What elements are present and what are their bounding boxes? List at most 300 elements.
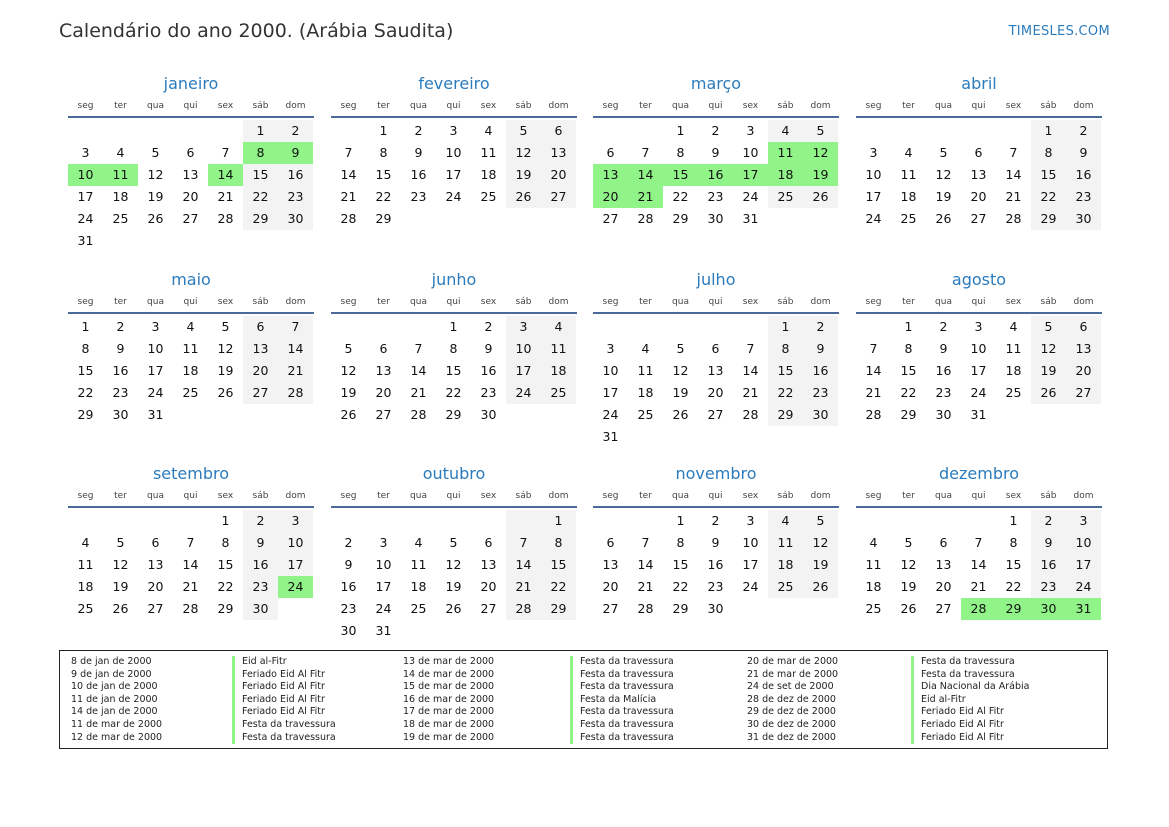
day-cell[interactable]: 17 [865,189,882,204]
day-cell[interactable]: 27 [935,601,952,616]
day-cell[interactable]: 29 [445,407,462,422]
day-cell[interactable]: 26 [1031,382,1066,404]
day-cell[interactable]: 20 [375,385,392,400]
day-cell[interactable]: 27 [182,211,199,226]
day-cell[interactable]: 20 [147,579,164,594]
day-cell[interactable]: 16 [707,557,724,572]
day-cell[interactable]: 11 [1005,341,1022,356]
day-cell[interactable]: 10 [375,557,392,572]
day-cell[interactable]: 23 [340,601,357,616]
day-cell[interactable]: 16 [1031,554,1066,576]
day-cell[interactable]: 1 [81,319,90,334]
day-cell[interactable]: 26 [935,211,952,226]
day-cell[interactable]: 9 [939,341,948,356]
day-cell[interactable]: 4 [1009,319,1018,334]
day-cell[interactable]: 28 [742,407,759,422]
day-cell[interactable]: 19 [672,385,689,400]
day-cell[interactable]: 2 [414,123,423,138]
day-cell[interactable]: 25 [768,186,803,208]
day-cell[interactable]: 21 [970,579,987,594]
day-cell[interactable]: 5 [803,510,838,532]
day-cell[interactable]: 31 [742,211,759,226]
day-cell[interactable]: 6 [484,535,493,550]
day-cell[interactable]: 8 [541,532,576,554]
holiday-day-cell[interactable]: 17 [733,164,768,186]
day-cell[interactable]: 22 [243,186,278,208]
day-cell[interactable]: 8 [676,535,685,550]
day-cell[interactable]: 18 [865,579,882,594]
day-cell[interactable]: 8 [379,145,388,160]
holiday-day-cell[interactable]: 21 [628,186,663,208]
day-cell[interactable]: 19 [147,189,164,204]
day-cell[interactable]: 21 [506,576,541,598]
day-cell[interactable]: 23 [935,385,952,400]
day-cell[interactable]: 3 [81,145,90,160]
day-cell[interactable]: 25 [1005,385,1022,400]
day-cell[interactable]: 5 [1031,316,1066,338]
day-cell[interactable]: 13 [182,167,199,182]
day-cell[interactable]: 12 [803,532,838,554]
day-cell[interactable]: 6 [243,316,278,338]
day-cell[interactable]: 5 [221,319,230,334]
day-cell[interactable]: 25 [112,211,129,226]
day-cell[interactable]: 22 [1005,579,1022,594]
day-cell[interactable]: 13 [147,557,164,572]
day-cell[interactable]: 6 [541,120,576,142]
day-cell[interactable]: 23 [707,189,724,204]
day-cell[interactable]: 17 [77,189,94,204]
day-cell[interactable]: 9 [116,341,125,356]
day-cell[interactable]: 10 [970,341,987,356]
day-cell[interactable]: 1 [243,120,278,142]
day-cell[interactable]: 6 [606,535,615,550]
day-cell[interactable]: 21 [637,579,654,594]
day-cell[interactable]: 11 [541,338,576,360]
day-cell[interactable]: 8 [1009,535,1018,550]
day-cell[interactable]: 16 [480,363,497,378]
holiday-day-cell[interactable]: 10 [68,164,103,186]
day-cell[interactable]: 3 [151,319,160,334]
day-cell[interactable]: 30 [707,211,724,226]
day-cell[interactable]: 21 [410,385,427,400]
day-cell[interactable]: 12 [147,167,164,182]
day-cell[interactable]: 25 [768,576,803,598]
day-cell[interactable]: 21 [742,385,759,400]
day-cell[interactable]: 26 [803,576,838,598]
day-cell[interactable]: 27 [707,407,724,422]
day-cell[interactable]: 7 [869,341,878,356]
day-cell[interactable]: 2 [711,513,720,528]
day-cell[interactable]: 25 [541,382,576,404]
day-cell[interactable]: 29 [243,208,278,230]
day-cell[interactable]: 17 [602,385,619,400]
day-cell[interactable]: 15 [217,557,234,572]
day-cell[interactable]: 18 [112,189,129,204]
day-cell[interactable]: 30 [243,598,278,620]
holiday-day-cell[interactable]: 11 [768,142,803,164]
day-cell[interactable]: 26 [217,385,234,400]
day-cell[interactable]: 30 [803,404,838,426]
day-cell[interactable]: 14 [506,554,541,576]
day-cell[interactable]: 19 [112,579,129,594]
day-cell[interactable]: 14 [1005,167,1022,182]
day-cell[interactable]: 30 [1066,208,1101,230]
day-cell[interactable]: 29 [672,211,689,226]
day-cell[interactable]: 13 [935,557,952,572]
day-cell[interactable]: 22 [217,579,234,594]
day-cell[interactable]: 4 [414,535,423,550]
day-cell[interactable]: 30 [112,407,129,422]
day-cell[interactable]: 7 [186,535,195,550]
day-cell[interactable]: 9 [243,532,278,554]
day-cell[interactable]: 23 [1031,576,1066,598]
day-cell[interactable]: 6 [186,145,195,160]
day-cell[interactable]: 21 [182,579,199,594]
day-cell[interactable]: 3 [746,513,755,528]
day-cell[interactable]: 26 [147,211,164,226]
day-cell[interactable]: 17 [1066,554,1101,576]
day-cell[interactable]: 10 [865,167,882,182]
day-cell[interactable]: 16 [112,363,129,378]
day-cell[interactable]: 29 [217,601,234,616]
day-cell[interactable]: 20 [707,385,724,400]
day-cell[interactable]: 7 [641,145,650,160]
day-cell[interactable]: 4 [768,510,803,532]
day-cell[interactable]: 1 [379,123,388,138]
day-cell[interactable]: 8 [676,145,685,160]
day-cell[interactable]: 24 [506,382,541,404]
day-cell[interactable]: 16 [410,167,427,182]
holiday-day-cell[interactable]: 20 [593,186,628,208]
day-cell[interactable]: 25 [900,211,917,226]
day-cell[interactable]: 7 [221,145,230,160]
day-cell[interactable]: 24 [445,189,462,204]
day-cell[interactable]: 2 [116,319,125,334]
day-cell[interactable]: 27 [602,601,619,616]
day-cell[interactable]: 1 [221,513,230,528]
day-cell[interactable]: 31 [602,429,619,444]
day-cell[interactable]: 13 [970,167,987,182]
day-cell[interactable]: 11 [410,557,427,572]
day-cell[interactable]: 2 [344,535,353,550]
day-cell[interactable]: 20 [243,360,278,382]
day-cell[interactable]: 10 [742,145,759,160]
day-cell[interactable]: 28 [278,382,313,404]
day-cell[interactable]: 9 [1031,532,1066,554]
day-cell[interactable]: 25 [410,601,427,616]
day-cell[interactable]: 9 [344,557,353,572]
day-cell[interactable]: 2 [939,319,948,334]
day-cell[interactable]: 3 [1066,510,1101,532]
day-cell[interactable]: 5 [151,145,160,160]
day-cell[interactable]: 26 [445,601,462,616]
day-cell[interactable]: 17 [742,557,759,572]
holiday-day-cell[interactable]: 12 [803,142,838,164]
holiday-day-cell[interactable]: 24 [278,576,313,598]
day-cell[interactable]: 13 [375,363,392,378]
day-cell[interactable]: 24 [147,385,164,400]
day-cell[interactable]: 20 [182,189,199,204]
day-cell[interactable]: 19 [803,554,838,576]
day-cell[interactable]: 6 [1066,316,1101,338]
day-cell[interactable]: 16 [803,360,838,382]
day-cell[interactable]: 7 [414,341,423,356]
day-cell[interactable]: 20 [970,189,987,204]
day-cell[interactable]: 10 [147,341,164,356]
day-cell[interactable]: 18 [410,579,427,594]
day-cell[interactable]: 27 [970,211,987,226]
day-cell[interactable]: 6 [974,145,983,160]
day-cell[interactable]: 13 [541,142,576,164]
day-cell[interactable]: 12 [672,363,689,378]
day-cell[interactable]: 29 [1031,208,1066,230]
day-cell[interactable]: 3 [974,319,983,334]
day-cell[interactable]: 30 [707,601,724,616]
day-cell[interactable]: 14 [278,338,313,360]
day-cell[interactable]: 28 [410,407,427,422]
day-cell[interactable]: 28 [637,601,654,616]
day-cell[interactable]: 7 [344,145,353,160]
day-cell[interactable]: 30 [278,208,313,230]
day-cell[interactable]: 4 [484,123,493,138]
day-cell[interactable]: 17 [147,363,164,378]
day-cell[interactable]: 22 [672,189,689,204]
day-cell[interactable]: 4 [904,145,913,160]
day-cell[interactable]: 26 [672,407,689,422]
day-cell[interactable]: 3 [379,535,388,550]
day-cell[interactable]: 7 [641,535,650,550]
day-cell[interactable]: 3 [746,123,755,138]
day-cell[interactable]: 20 [1066,360,1101,382]
day-cell[interactable]: 18 [541,360,576,382]
holiday-day-cell[interactable]: 29 [996,598,1031,620]
day-cell[interactable]: 29 [375,211,392,226]
day-cell[interactable]: 24 [375,601,392,616]
day-cell[interactable]: 21 [1005,189,1022,204]
day-cell[interactable]: 13 [243,338,278,360]
day-cell[interactable]: 25 [637,407,654,422]
day-cell[interactable]: 2 [711,123,720,138]
day-cell[interactable]: 25 [480,189,497,204]
day-cell[interactable]: 31 [77,233,94,248]
day-cell[interactable]: 27 [243,382,278,404]
holiday-day-cell[interactable]: 9 [278,142,313,164]
day-cell[interactable]: 20 [935,579,952,594]
day-cell[interactable]: 29 [541,598,576,620]
day-cell[interactable]: 1 [768,316,803,338]
day-cell[interactable]: 28 [182,601,199,616]
day-cell[interactable]: 1 [904,319,913,334]
day-cell[interactable]: 4 [81,535,90,550]
day-cell[interactable]: 23 [278,186,313,208]
day-cell[interactable]: 27 [541,186,576,208]
day-cell[interactable]: 15 [541,554,576,576]
day-cell[interactable]: 6 [379,341,388,356]
day-cell[interactable]: 24 [742,189,759,204]
day-cell[interactable]: 11 [182,341,199,356]
day-cell[interactable]: 15 [672,557,689,572]
day-cell[interactable]: 4 [541,316,576,338]
day-cell[interactable]: 9 [1066,142,1101,164]
holiday-day-cell[interactable]: 16 [698,164,733,186]
holiday-day-cell[interactable]: 19 [803,164,838,186]
day-cell[interactable]: 15 [900,363,917,378]
day-cell[interactable]: 22 [77,385,94,400]
day-cell[interactable]: 18 [768,554,803,576]
day-cell[interactable]: 14 [742,363,759,378]
day-cell[interactable]: 5 [344,341,353,356]
day-cell[interactable]: 15 [77,363,94,378]
day-cell[interactable]: 29 [672,601,689,616]
day-cell[interactable]: 12 [1031,338,1066,360]
day-cell[interactable]: 27 [147,601,164,616]
day-cell[interactable]: 21 [278,360,313,382]
day-cell[interactable]: 1 [676,513,685,528]
day-cell[interactable]: 14 [865,363,882,378]
holiday-day-cell[interactable]: 14 [628,164,663,186]
day-cell[interactable]: 12 [900,557,917,572]
day-cell[interactable]: 31 [970,407,987,422]
day-cell[interactable]: 7 [278,316,313,338]
day-cell[interactable]: 22 [375,189,392,204]
day-cell[interactable]: 12 [340,363,357,378]
day-cell[interactable]: 5 [116,535,125,550]
day-cell[interactable]: 10 [602,363,619,378]
day-cell[interactable]: 21 [217,189,234,204]
day-cell[interactable]: 13 [1066,338,1101,360]
day-cell[interactable]: 18 [1005,363,1022,378]
day-cell[interactable]: 16 [340,579,357,594]
day-cell[interactable]: 3 [869,145,878,160]
holiday-day-cell[interactable]: 8 [243,142,278,164]
day-cell[interactable]: 31 [147,407,164,422]
day-cell[interactable]: 5 [449,535,458,550]
day-cell[interactable]: 12 [506,142,541,164]
day-cell[interactable]: 22 [900,385,917,400]
day-cell[interactable]: 12 [112,557,129,572]
day-cell[interactable]: 19 [935,189,952,204]
day-cell[interactable]: 16 [935,363,952,378]
day-cell[interactable]: 6 [606,145,615,160]
day-cell[interactable]: 19 [340,385,357,400]
day-cell[interactable]: 9 [711,535,720,550]
day-cell[interactable]: 22 [541,576,576,598]
day-cell[interactable]: 19 [506,164,541,186]
day-cell[interactable]: 18 [480,167,497,182]
day-cell[interactable]: 15 [375,167,392,182]
day-cell[interactable]: 5 [939,145,948,160]
day-cell[interactable]: 31 [375,623,392,638]
day-cell[interactable]: 16 [278,164,313,186]
day-cell[interactable]: 1 [1009,513,1018,528]
day-cell[interactable]: 19 [445,579,462,594]
day-cell[interactable]: 19 [1031,360,1066,382]
day-cell[interactable]: 23 [112,385,129,400]
day-cell[interactable]: 16 [243,554,278,576]
day-cell[interactable]: 10 [506,338,541,360]
day-cell[interactable]: 9 [711,145,720,160]
holiday-day-cell[interactable]: 31 [1066,598,1101,620]
day-cell[interactable]: 20 [480,579,497,594]
holiday-day-cell[interactable]: 13 [593,164,628,186]
day-cell[interactable]: 14 [182,557,199,572]
day-cell[interactable]: 28 [340,211,357,226]
day-cell[interactable]: 3 [506,316,541,338]
day-cell[interactable]: 8 [768,338,803,360]
day-cell[interactable]: 7 [974,535,983,550]
day-cell[interactable]: 17 [278,554,313,576]
day-cell[interactable]: 23 [1066,186,1101,208]
day-cell[interactable]: 4 [641,341,650,356]
day-cell[interactable]: 10 [445,145,462,160]
day-cell[interactable]: 5 [676,341,685,356]
day-cell[interactable]: 4 [116,145,125,160]
day-cell[interactable]: 15 [1005,557,1022,572]
day-cell[interactable]: 5 [904,535,913,550]
day-cell[interactable]: 19 [217,363,234,378]
day-cell[interactable]: 6 [711,341,720,356]
day-cell[interactable]: 30 [935,407,952,422]
day-cell[interactable]: 7 [746,341,755,356]
day-cell[interactable]: 8 [81,341,90,356]
day-cell[interactable]: 22 [768,382,803,404]
day-cell[interactable]: 27 [1066,382,1101,404]
day-cell[interactable]: 12 [935,167,952,182]
holiday-day-cell[interactable]: 18 [768,164,803,186]
day-cell[interactable]: 13 [602,557,619,572]
day-cell[interactable]: 1 [676,123,685,138]
day-cell[interactable]: 5 [506,120,541,142]
day-cell[interactable]: 29 [77,407,94,422]
day-cell[interactable]: 11 [900,167,917,182]
day-cell[interactable]: 26 [506,186,541,208]
day-cell[interactable]: 18 [182,363,199,378]
day-cell[interactable]: 4 [186,319,195,334]
day-cell[interactable]: 11 [480,145,497,160]
day-cell[interactable]: 26 [112,601,129,616]
day-cell[interactable]: 3 [278,510,313,532]
day-cell[interactable]: 15 [1031,164,1066,186]
day-cell[interactable]: 11 [637,363,654,378]
day-cell[interactable]: 4 [768,120,803,142]
day-cell[interactable]: 18 [77,579,94,594]
day-cell[interactable]: 24 [865,211,882,226]
day-cell[interactable]: 14 [637,557,654,572]
day-cell[interactable]: 2 [243,510,278,532]
day-cell[interactable]: 24 [742,579,759,594]
day-cell[interactable]: 2 [1066,120,1101,142]
day-cell[interactable]: 15 [768,360,803,382]
day-cell[interactable]: 5 [803,120,838,142]
day-cell[interactable]: 1 [1031,120,1066,142]
day-cell[interactable]: 24 [970,385,987,400]
day-cell[interactable]: 15 [243,164,278,186]
day-cell[interactable]: 24 [602,407,619,422]
day-cell[interactable]: 8 [221,535,230,550]
day-cell[interactable]: 2 [803,316,838,338]
day-cell[interactable]: 14 [340,167,357,182]
day-cell[interactable]: 29 [768,404,803,426]
day-cell[interactable]: 12 [445,557,462,572]
day-cell[interactable]: 7 [506,532,541,554]
holiday-day-cell[interactable]: 15 [663,164,698,186]
day-cell[interactable]: 22 [1031,186,1066,208]
day-cell[interactable]: 10 [742,535,759,550]
holiday-day-cell[interactable]: 30 [1031,598,1066,620]
day-cell[interactable]: 3 [606,341,615,356]
day-cell[interactable]: 11 [865,557,882,572]
day-cell[interactable]: 6 [939,535,948,550]
